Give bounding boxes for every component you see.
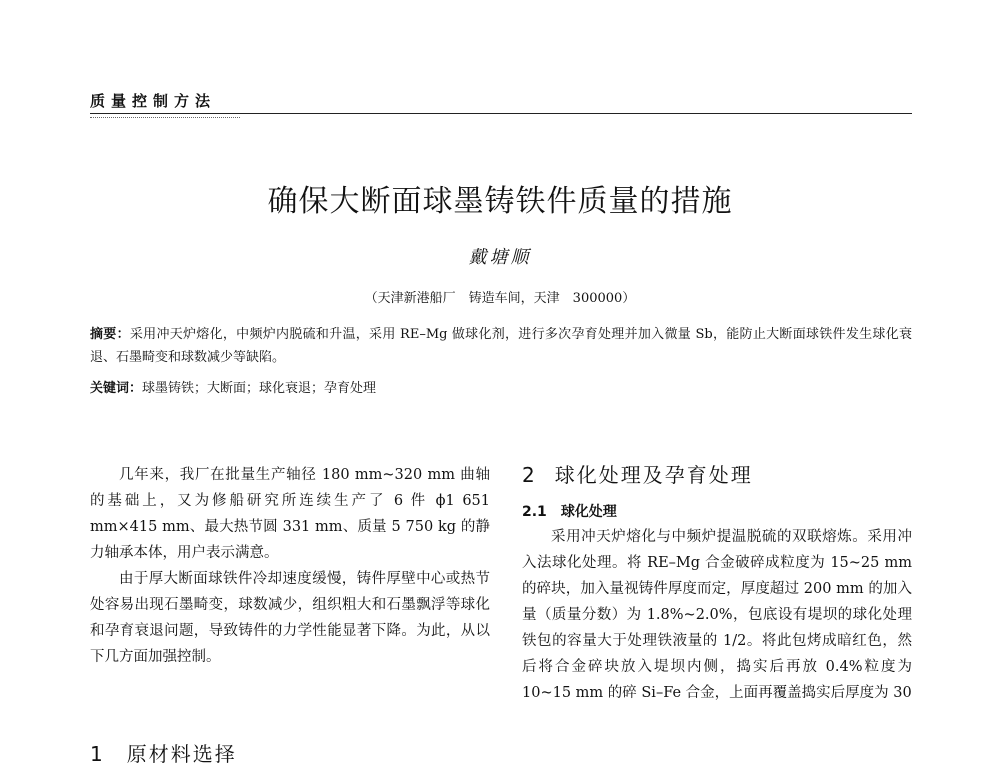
subsection-2-1-paragraph: 采用冲天炉熔化与中频炉提温脱硫的双联熔炼。采用冲入法球化处理。将 RE–Mg 合金破碎成粒度为 15~25 mm 的碎块，加入量视铸件厚度而定，厚度超过 200 mm 的加入量（质量分数）为 1.8%~2.0%，包底设有堤坝的球化处理铁包的容量大于处理铁液量的 1/2。将此包烤成暗红色，然后将合金碎块放入堤坝内侧，捣实后再放 0.4%粒度为 10~15 mm 的碎 Si–Fe 合金，上面再覆盖捣实后厚度为 30 xyxy=(522,529,912,701)
subsection-2-1-heading xyxy=(522,500,912,524)
article-title: 确保大断面球墨铸铁件质量的措施 xyxy=(267,184,733,219)
keywords-text: 球墨铸铁；大断面；球化衰退；孕育处理 xyxy=(142,381,377,396)
abstract-label: 摘要： xyxy=(90,327,130,342)
section-header-label: 质量控制方法 xyxy=(90,92,217,110)
subsection-2-1-number: 2.1 xyxy=(522,504,547,520)
section-1-number: 1 xyxy=(90,742,105,766)
abstract xyxy=(90,323,912,369)
section-2-title: 球化处理及孕育处理 xyxy=(554,463,753,487)
author-name: 戴塘顺 xyxy=(468,247,532,268)
section-2-number: 2 xyxy=(522,463,537,487)
subsection-2-1-title: 球化处理 xyxy=(560,504,617,520)
intro-paragraph-1: 几年来，我厂在批量生产轴径 180 mm~320 mm 曲轴的基础上，又为修船研究所连续生产了 6 件 ϕ1 651 mm×415 mm、最大热节圆 331 mm、质量 5 750 kg 的静力轴承本体，用户表示满意。 xyxy=(90,467,490,561)
header-rule-dotted xyxy=(90,117,240,118)
section-1-heading xyxy=(90,738,237,767)
section-2-heading xyxy=(522,462,912,488)
affiliation: （天津新港船厂 铸造车间，天津 300000） xyxy=(364,291,636,306)
right-column xyxy=(522,462,912,706)
left-column xyxy=(90,462,490,670)
intro-paragraph-2: 由于厚大断面球铁件冷却速度缓慢，铸件厚壁中心或热节处容易出现石墨畸变，球数减少，组织粗大和石墨飘浮等球化和孕育衰退问题，导致铸件的力学性能显著下降。为此，从以下几方面加强控制。 xyxy=(90,571,490,665)
abstract-text: 采用冲天炉熔化，中频炉内脱硫和升温，采用 RE–Mg 做球化剂，进行多次孕育处理并加入微量 Sb，能防止大断面球铁件发生球化衰退、石墨畸变和球数减少等缺陷。 xyxy=(90,327,912,365)
section-1-title: 原材料选择 xyxy=(126,742,237,766)
keywords-label: 关键词： xyxy=(90,381,143,396)
header-rule xyxy=(90,113,912,114)
keywords xyxy=(90,377,912,400)
